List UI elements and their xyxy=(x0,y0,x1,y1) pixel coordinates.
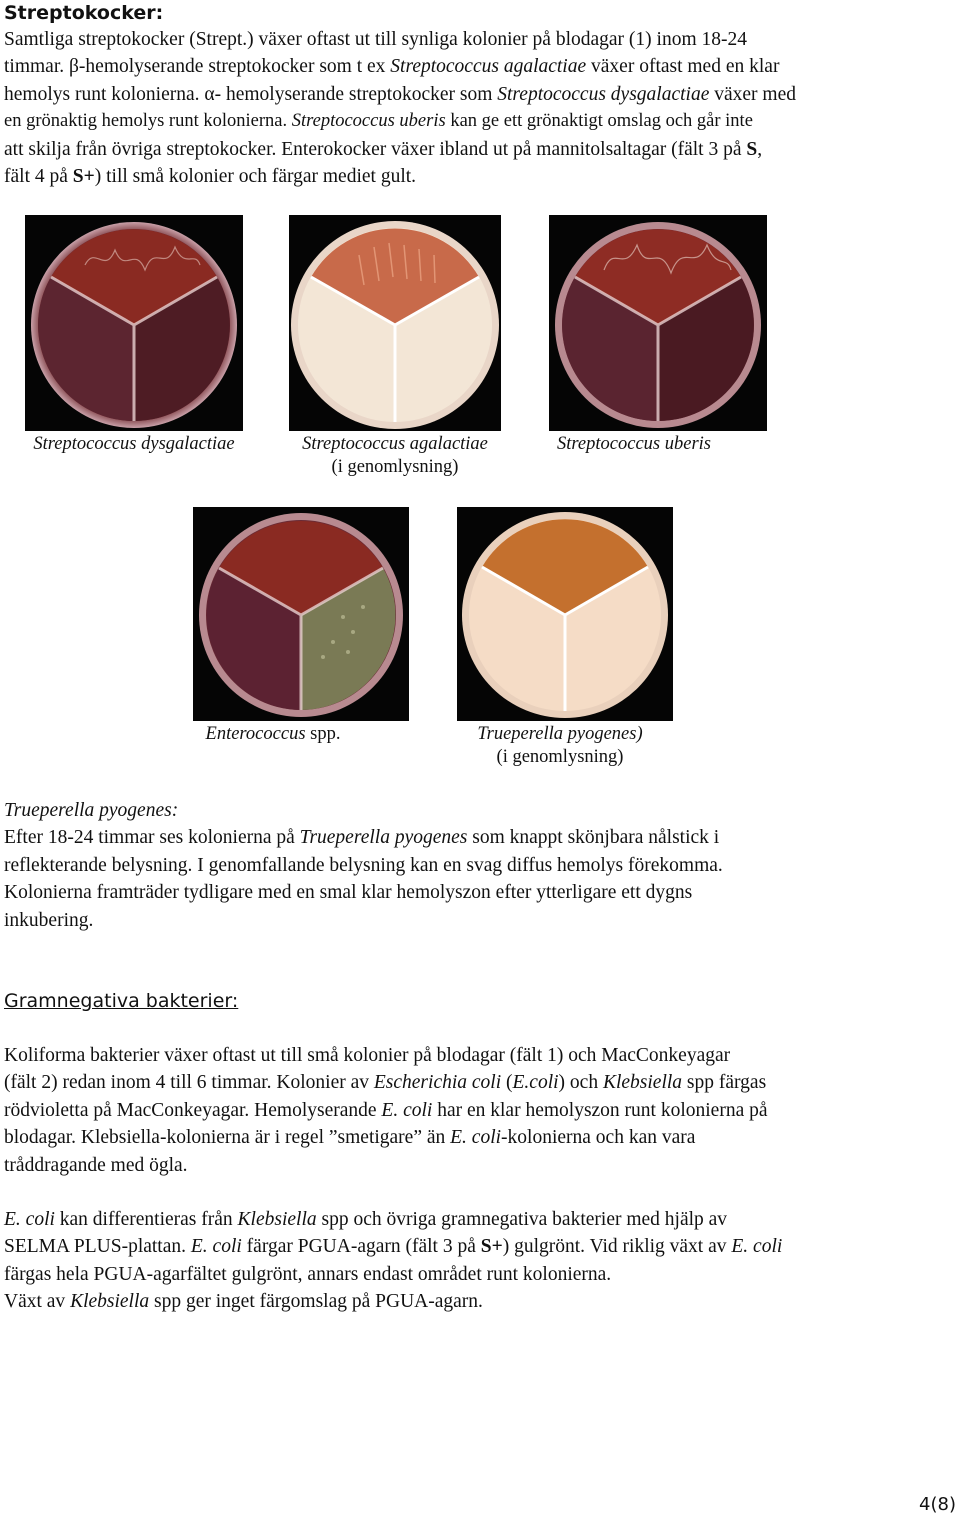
plate-photo-agalactiae xyxy=(289,215,501,431)
streptokocker-paragraph xyxy=(4,26,796,190)
caption-uberis: Streptococcus uberis xyxy=(557,434,711,454)
plate-photo-dysgalactiae xyxy=(25,215,243,431)
gramnegativa-paragraph-2 xyxy=(4,1206,782,1316)
text-line: Samtliga streptokocker (Strept.) växer oftast ut till synliga kolonier på blodagar (1) inom 18-24 xyxy=(4,29,747,50)
text-line: Efter 18-24 timmar ses kolonierna på Trueperella pyogenes som knappt skönjbara nålstick i xyxy=(4,827,720,849)
text-line: blodagar. Klebsiella-kolonierna är i regel ”smetigare” än E. coli-kolonierna och kan vara xyxy=(4,1127,696,1149)
plate-photo-trueperella xyxy=(457,507,673,721)
text-line: Växt av Klebsiella spp ger inget färgomslag på PGUA-agarn. xyxy=(4,1291,483,1313)
text-line: hemolys runt kolonierna. α- hemolyserande streptokocker som Streptococcus dysgalactiae växer med xyxy=(4,83,796,105)
text-line: inkubering. xyxy=(4,909,94,931)
text-line: (fält 2) redan inom 4 till 6 timmar. Kolonier av Escherichia coli (E.coli) och Klebsiella spp färgas xyxy=(4,1072,767,1094)
text-line: reflekterande belysning. I genomfallande belysning kan en svag diffus hemolys förekomma. xyxy=(4,854,723,876)
caption-trueperella: Trueperella pyogenes) (i genomlysning) xyxy=(477,724,643,767)
caption-enterococcus: Enterococcus spp. xyxy=(205,724,341,744)
text-line: Koliforma bakterier växer oftast ut till små kolonier på blodagar (fält 1) och MacConkeyagar xyxy=(4,1045,731,1066)
text-line: rödvioletta på MacConkeyagar. Hemolyserande E. coli har en klar hemolyszon runt kolonierna på xyxy=(4,1099,768,1121)
caption-dysgalactiae: Streptococcus dysgalactiae xyxy=(33,434,235,454)
subsection-title: Trueperella pyogenes: xyxy=(4,800,179,821)
section-heading-gramnegativa: Gramnegativa bakterier: xyxy=(4,990,239,1012)
text-line: tråddragande med ögla. xyxy=(4,1154,188,1176)
section-heading-streptokocker: Streptokocker: xyxy=(4,2,164,24)
text-line: att skilja från övriga streptokocker. Enterokocker växer ibland ut på mannitolsaltagar (fält 3 på S, xyxy=(4,138,763,160)
text-line: färgas hela PGUA-agarfältet gulgrönt, annars endast området runt kolonierna. xyxy=(4,1263,612,1285)
plate-photo-uberis xyxy=(549,215,767,431)
text-line: E. coli kan differentieras från Klebsiella spp och övriga gramnegativa bakterier med hjälp av xyxy=(4,1209,728,1230)
page-number: 4(8) xyxy=(919,1494,956,1515)
plate-photo-enterococcus xyxy=(193,507,409,721)
trueperella-section xyxy=(4,797,723,934)
caption-agalactiae: Streptococcus agalactiae (i genomlysning) xyxy=(302,434,488,477)
text-line: Kolonierna framträder tydligare med en smal klar hemolyszon efter ytterligare ett dygns xyxy=(4,882,693,904)
text-line: en grönaktig hemolys runt kolonierna. Streptococcus uberis kan ge ett grönaktigt omslag och går inte xyxy=(4,111,753,132)
text-line: fält 4 på S+) till små kolonier och färgar mediet gult. xyxy=(4,165,417,187)
text-line: SELMA PLUS-plattan. E. coli färgar PGUA-agarn (fält 3 på S+) gulgrönt. Vid riklig växt av E. coli xyxy=(4,1236,783,1258)
gramnegativa-paragraph-1 xyxy=(4,1042,768,1179)
text-line: timmar. β-hemolyserande streptokocker som t ex Streptococcus agalactiae växer oftast med en klar xyxy=(4,56,780,78)
